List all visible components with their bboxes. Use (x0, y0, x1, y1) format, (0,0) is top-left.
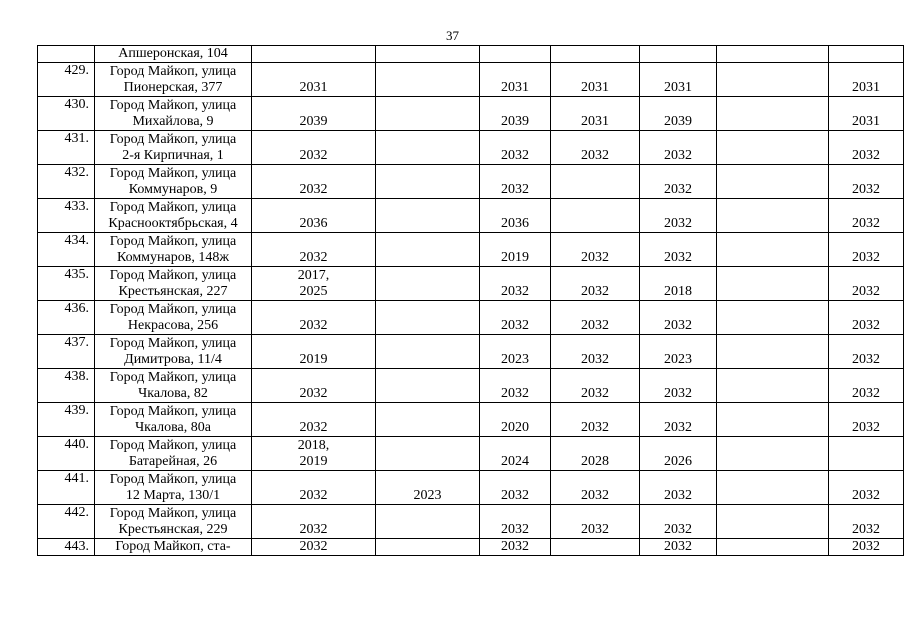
cell-address: Город Майкоп, улица Димитрова, 11/4 (95, 335, 252, 369)
cell-year: 2031 (640, 63, 717, 97)
table-row (38, 233, 904, 267)
cell-num: 432. (38, 165, 95, 199)
cell-year: 2032 (829, 165, 904, 199)
cell-year: 2018 (640, 267, 717, 301)
cell-year (717, 539, 829, 556)
table-row (38, 199, 904, 233)
cell-year: 2032 (252, 131, 376, 165)
cell-num (38, 46, 95, 63)
cell-year: 2023 (480, 335, 551, 369)
cell-year (376, 63, 480, 97)
cell-year (717, 199, 829, 233)
cell-year: 2032 (551, 267, 640, 301)
cell-empty (640, 46, 717, 63)
cell-year: 2032 (480, 539, 551, 556)
cell-year: 2032 (829, 505, 904, 539)
table-row (38, 437, 904, 471)
cell-year: 2032 (829, 199, 904, 233)
table-row (38, 97, 904, 131)
cell-year (376, 97, 480, 131)
cell-num: 433. (38, 199, 95, 233)
cell-year (376, 131, 480, 165)
cell-num: 439. (38, 403, 95, 437)
cell-year: 2031 (829, 97, 904, 131)
cell-address: Город Майкоп, улица Крестьянская, 229 (95, 505, 252, 539)
cell-year: 2026 (640, 437, 717, 471)
cell-address: Город Майкоп, улица 12 Марта, 130/1 (95, 471, 252, 505)
cell-year: 2032 (480, 165, 551, 199)
cell-num: 438. (38, 369, 95, 403)
cell-year: 2032 (640, 301, 717, 335)
cell-year: 2032 (640, 471, 717, 505)
cell-year: 2039 (480, 97, 551, 131)
cell-year: 2032 (551, 403, 640, 437)
cell-empty (551, 46, 640, 63)
cell-year (376, 199, 480, 233)
cell-year: 2019 (252, 335, 376, 369)
cell-year: 2032 (480, 369, 551, 403)
cell-year (551, 199, 640, 233)
cell-year (376, 505, 480, 539)
cell-address: Город Майкоп, улица Коммунаров, 9 (95, 165, 252, 199)
cell-year (717, 403, 829, 437)
cell-num: 443. (38, 539, 95, 556)
cell-year: 2028 (551, 437, 640, 471)
cell-address: Город Майкоп, улица Краснооктябрьская, 4 (95, 199, 252, 233)
cell-year: 2024 (480, 437, 551, 471)
cell-empty (717, 46, 829, 63)
table-row (38, 403, 904, 437)
table-row (38, 335, 904, 369)
cell-year (376, 403, 480, 437)
cell-year: 2032 (640, 233, 717, 267)
cell-empty (480, 46, 551, 63)
cell-year: 2032 (640, 199, 717, 233)
cell-year: 2036 (480, 199, 551, 233)
cell-year: 2032 (640, 131, 717, 165)
cell-year: 2032 (252, 369, 376, 403)
cell-address: Город Майкоп, ста- (95, 539, 252, 556)
cell-year: 2032 (551, 369, 640, 403)
cell-year: 2032 (829, 233, 904, 267)
cell-year: 2032 (551, 131, 640, 165)
cell-year: 2032 (829, 131, 904, 165)
cell-year: 2032 (480, 471, 551, 505)
cell-address: Город Майкоп, улица 2-я Кирпичная, 1 (95, 131, 252, 165)
table-row (38, 267, 904, 301)
cell-address: Город Майкоп, улица Батарейная, 26 (95, 437, 252, 471)
cell-year: 2032 (551, 505, 640, 539)
cell-year (717, 505, 829, 539)
cell-num: 442. (38, 505, 95, 539)
cell-num: 434. (38, 233, 95, 267)
cell-num: 441. (38, 471, 95, 505)
cell-year: 2032 (640, 165, 717, 199)
table-row (38, 63, 904, 97)
cell-year (376, 437, 480, 471)
cell-year: 2019 (480, 233, 551, 267)
cell-address: Апшеронская, 104 (95, 46, 252, 63)
cell-num: 436. (38, 301, 95, 335)
cell-year: 2032 (480, 505, 551, 539)
cell-year: 2032 (551, 301, 640, 335)
cell-year: 2031 (551, 63, 640, 97)
cell-year: 2032 (252, 301, 376, 335)
cell-year: 2039 (640, 97, 717, 131)
cell-year (551, 539, 640, 556)
table-body (38, 46, 904, 556)
housing-register-table (37, 45, 904, 556)
table-row (38, 301, 904, 335)
cell-year: 2032 (252, 505, 376, 539)
cell-year: 2032 (640, 505, 717, 539)
cell-address: Город Майкоп, улица Пионерская, 377 (95, 63, 252, 97)
cell-num: 429. (38, 63, 95, 97)
page-number: 37 (446, 28, 459, 43)
cell-year: 2023 (640, 335, 717, 369)
cell-year: 2032 (829, 403, 904, 437)
cell-address: Город Майкоп, улица Крестьянская, 227 (95, 267, 252, 301)
cell-year: 2032 (252, 471, 376, 505)
cell-year: 2036 (252, 199, 376, 233)
cell-year: 2032 (829, 267, 904, 301)
cell-year (376, 267, 480, 301)
table-row-continued (38, 46, 904, 63)
cell-year: 2032 (640, 539, 717, 556)
table-row (38, 505, 904, 539)
cell-year: 2031 (480, 63, 551, 97)
cell-year: 2023 (376, 471, 480, 505)
table-row-continued (38, 539, 904, 556)
cell-year (551, 165, 640, 199)
cell-empty (376, 46, 480, 63)
cell-year: 2017, 2025 (252, 267, 376, 301)
cell-empty (829, 46, 904, 63)
cell-year (376, 301, 480, 335)
cell-year (376, 335, 480, 369)
cell-address: Город Майкоп, улица Некрасова, 256 (95, 301, 252, 335)
cell-year (376, 233, 480, 267)
cell-year: 2031 (829, 63, 904, 97)
cell-year: 2032 (252, 233, 376, 267)
cell-year: 2018, 2019 (252, 437, 376, 471)
cell-address: Город Майкоп, улица Михайлова, 9 (95, 97, 252, 131)
cell-year: 2032 (480, 267, 551, 301)
cell-year: 2039 (252, 97, 376, 131)
cell-empty (252, 46, 376, 63)
cell-year (717, 437, 829, 471)
cell-year: 2032 (829, 539, 904, 556)
cell-year (376, 165, 480, 199)
cell-num: 435. (38, 267, 95, 301)
cell-year: 2032 (252, 403, 376, 437)
cell-year: 2032 (551, 471, 640, 505)
cell-year: 2031 (551, 97, 640, 131)
cell-year (376, 539, 480, 556)
table-row (38, 131, 904, 165)
cell-year (717, 131, 829, 165)
table-row (38, 471, 904, 505)
cell-year (829, 437, 904, 471)
cell-address: Город Майкоп, улица Чкалова, 82 (95, 369, 252, 403)
cell-year (376, 369, 480, 403)
cell-year (717, 97, 829, 131)
cell-address: Город Майкоп, улица Коммунаров, 148ж (95, 233, 252, 267)
cell-year: 2032 (551, 335, 640, 369)
cell-year: 2032 (829, 471, 904, 505)
cell-year (717, 335, 829, 369)
cell-year: 2032 (551, 233, 640, 267)
cell-num: 430. (38, 97, 95, 131)
cell-year: 2032 (640, 403, 717, 437)
cell-year (717, 369, 829, 403)
cell-num: 431. (38, 131, 95, 165)
cell-address: Город Майкоп, улица Чкалова, 80а (95, 403, 252, 437)
cell-year (717, 63, 829, 97)
cell-year: 2031 (252, 63, 376, 97)
cell-num: 440. (38, 437, 95, 471)
cell-year (717, 165, 829, 199)
cell-year (717, 301, 829, 335)
cell-year: 2020 (480, 403, 551, 437)
table-row (38, 369, 904, 403)
cell-year (717, 233, 829, 267)
cell-year: 2032 (829, 335, 904, 369)
cell-year: 2032 (480, 131, 551, 165)
cell-year (717, 471, 829, 505)
cell-year (717, 267, 829, 301)
cell-year: 2032 (640, 369, 717, 403)
table-row (38, 165, 904, 199)
cell-year: 2032 (480, 301, 551, 335)
cell-num: 437. (38, 335, 95, 369)
cell-year: 2032 (252, 165, 376, 199)
cell-year: 2032 (829, 301, 904, 335)
cell-year: 2032 (829, 369, 904, 403)
cell-year: 2032 (252, 539, 376, 556)
